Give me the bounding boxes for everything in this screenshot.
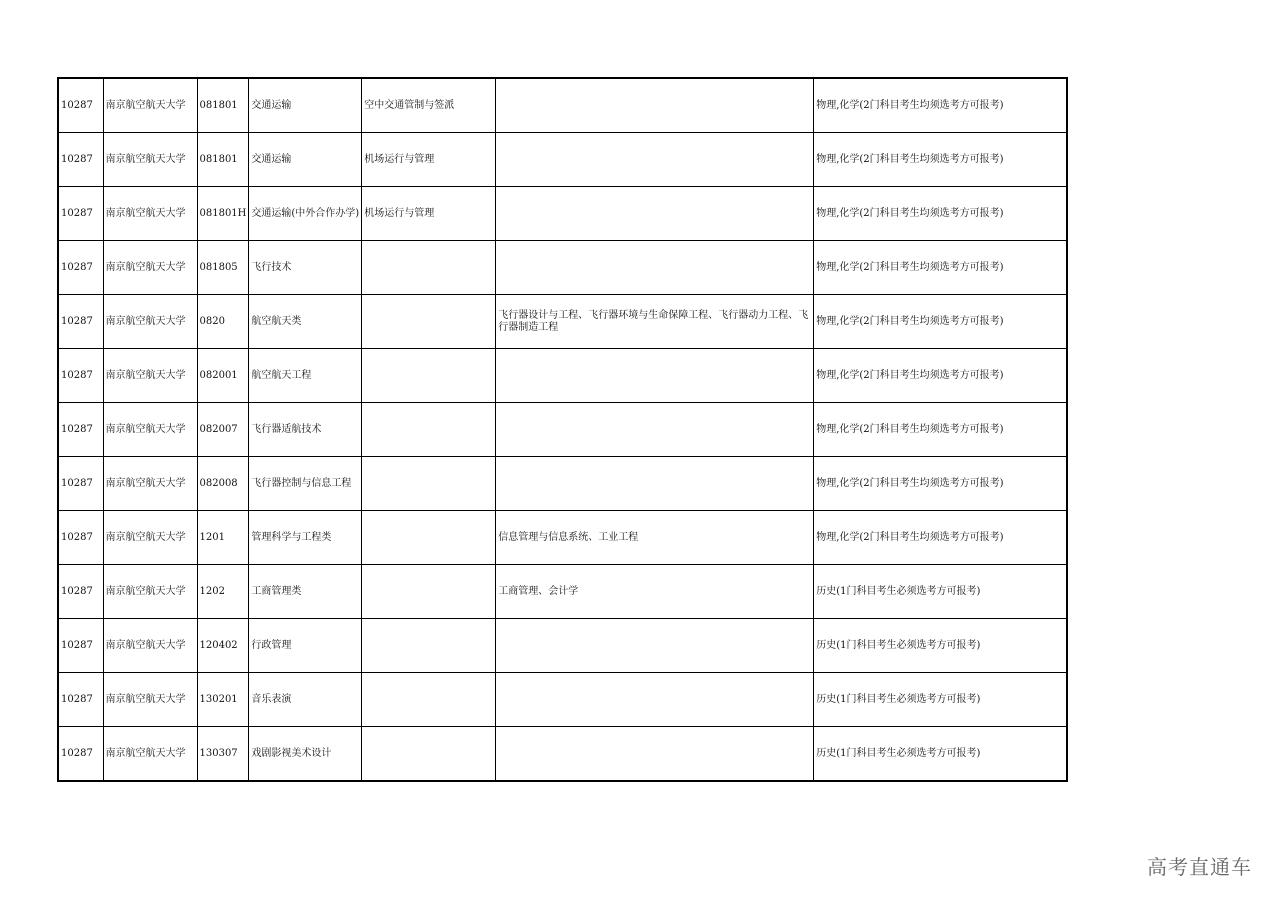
major-name-cell: 飞行器控制与信息工程 (249, 457, 362, 511)
school-code-cell: 10287 (58, 241, 103, 295)
major-name-cell: 工商管理类 (249, 565, 362, 619)
school-code-cell: 10287 (58, 457, 103, 511)
table-row (58, 673, 1067, 727)
table-row (58, 619, 1067, 673)
major-code-cell: 1202 (197, 565, 249, 619)
school-name-cell: 南京航空航天大学 (103, 295, 197, 349)
direction-cell: 机场运行与管理 (362, 187, 496, 241)
school-code-cell: 10287 (58, 565, 103, 619)
major-code-cell: 130201 (197, 673, 249, 727)
major-name-cell: 航空航天类 (249, 295, 362, 349)
major-code-cell: 081801 (197, 133, 249, 187)
major-code-cell: 081801H (197, 187, 249, 241)
direction-cell: 空中交通管制与签派 (362, 78, 496, 133)
subject-requirement-cell: 物理,化学(2门科目考生均须选考方可报考) (814, 349, 1067, 403)
included-majors-cell (496, 457, 814, 511)
direction-cell (362, 511, 496, 565)
school-name-cell: 南京航空航天大学 (103, 457, 197, 511)
major-name-cell: 戏剧影视美术设计 (249, 727, 362, 782)
school-name-cell: 南京航空航天大学 (103, 565, 197, 619)
subject-requirement-cell: 物理,化学(2门科目考生均须选考方可报考) (814, 511, 1067, 565)
included-majors-cell (496, 619, 814, 673)
school-code-cell: 10287 (58, 187, 103, 241)
direction-cell (362, 673, 496, 727)
subject-requirement-cell: 历史(1门科目考生必须选考方可报考) (814, 565, 1067, 619)
school-code-cell: 10287 (58, 403, 103, 457)
school-code-cell: 10287 (58, 511, 103, 565)
direction-cell (362, 241, 496, 295)
major-code-cell: 130307 (197, 727, 249, 782)
included-majors-cell (496, 403, 814, 457)
subject-requirement-cell: 物理,化学(2门科目考生均须选考方可报考) (814, 295, 1067, 349)
school-code-cell: 10287 (58, 727, 103, 782)
subject-requirement-cell: 历史(1门科目考生必须选考方可报考) (814, 619, 1067, 673)
direction-cell (362, 565, 496, 619)
major-name-cell: 飞行技术 (249, 241, 362, 295)
subject-requirement-cell: 物理,化学(2门科目考生均须选考方可报考) (814, 241, 1067, 295)
major-name-cell: 行政管理 (249, 619, 362, 673)
school-code-cell: 10287 (58, 295, 103, 349)
subject-requirement-cell: 物理,化学(2门科目考生均须选考方可报考) (814, 457, 1067, 511)
table-row (58, 349, 1067, 403)
major-name-cell: 管理科学与工程类 (249, 511, 362, 565)
table-row (58, 133, 1067, 187)
direction-cell (362, 457, 496, 511)
major-code-cell: 081801 (197, 78, 249, 133)
school-code-cell: 10287 (58, 133, 103, 187)
direction-cell (362, 727, 496, 782)
table-row (58, 511, 1067, 565)
school-name-cell: 南京航空航天大学 (103, 673, 197, 727)
school-name-cell: 南京航空航天大学 (103, 511, 197, 565)
table-body (58, 78, 1067, 781)
table-row (58, 241, 1067, 295)
major-name-cell: 交通运输 (249, 133, 362, 187)
included-majors-cell (496, 133, 814, 187)
major-name-cell: 交通运输 (249, 78, 362, 133)
direction-cell (362, 295, 496, 349)
major-name-cell: 飞行器适航技术 (249, 403, 362, 457)
school-code-cell: 10287 (58, 619, 103, 673)
major-code-cell: 120402 (197, 619, 249, 673)
table-row (58, 727, 1067, 782)
subject-requirement-cell: 历史(1门科目考生必须选考方可报考) (814, 727, 1067, 782)
included-majors-cell (496, 78, 814, 133)
major-name-cell: 航空航天工程 (249, 349, 362, 403)
table-row (58, 457, 1067, 511)
subject-requirement-cell: 物理,化学(2门科目考生均须选考方可报考) (814, 133, 1067, 187)
included-majors-cell: 信息管理与信息系统、工业工程 (496, 511, 814, 565)
school-code-cell: 10287 (58, 673, 103, 727)
subject-requirement-cell: 物理,化学(2门科目考生均须选考方可报考) (814, 403, 1067, 457)
admission-table (57, 77, 1068, 782)
major-code-cell: 1201 (197, 511, 249, 565)
table-row (58, 403, 1067, 457)
school-name-cell: 南京航空航天大学 (103, 403, 197, 457)
subject-requirement-cell: 历史(1门科目考生必须选考方可报考) (814, 673, 1067, 727)
included-majors-cell (496, 349, 814, 403)
included-majors-cell (496, 187, 814, 241)
major-code-cell: 081805 (197, 241, 249, 295)
major-name-cell: 交通运输(中外合作办学) (249, 187, 362, 241)
major-code-cell: 0820 (197, 295, 249, 349)
direction-cell (362, 403, 496, 457)
school-name-cell: 南京航空航天大学 (103, 187, 197, 241)
included-majors-cell (496, 241, 814, 295)
included-majors-cell (496, 673, 814, 727)
table-row (58, 78, 1067, 133)
subject-requirement-cell: 物理,化学(2门科目考生均须选考方可报考) (814, 187, 1067, 241)
direction-cell (362, 349, 496, 403)
table-row (58, 565, 1067, 619)
major-code-cell: 082008 (197, 457, 249, 511)
school-name-cell: 南京航空航天大学 (103, 349, 197, 403)
school-name-cell: 南京航空航天大学 (103, 241, 197, 295)
watermark: 高考直通车 (1147, 855, 1252, 879)
school-name-cell: 南京航空航天大学 (103, 133, 197, 187)
table-row (58, 187, 1067, 241)
included-majors-cell (496, 727, 814, 782)
major-code-cell: 082001 (197, 349, 249, 403)
table-row (58, 295, 1067, 349)
school-code-cell: 10287 (58, 349, 103, 403)
school-name-cell: 南京航空航天大学 (103, 619, 197, 673)
school-name-cell: 南京航空航天大学 (103, 78, 197, 133)
included-majors-cell: 工商管理、会计学 (496, 565, 814, 619)
school-code-cell: 10287 (58, 78, 103, 133)
subject-requirement-cell: 物理,化学(2门科目考生均须选考方可报考) (814, 78, 1067, 133)
major-code-cell: 082007 (197, 403, 249, 457)
school-name-cell: 南京航空航天大学 (103, 727, 197, 782)
direction-cell (362, 619, 496, 673)
included-majors-cell: 飞行器设计与工程、飞行器环境与生命保障工程、飞行器动力工程、飞行器制造工程 (496, 295, 814, 349)
direction-cell: 机场运行与管理 (362, 133, 496, 187)
major-name-cell: 音乐表演 (249, 673, 362, 727)
